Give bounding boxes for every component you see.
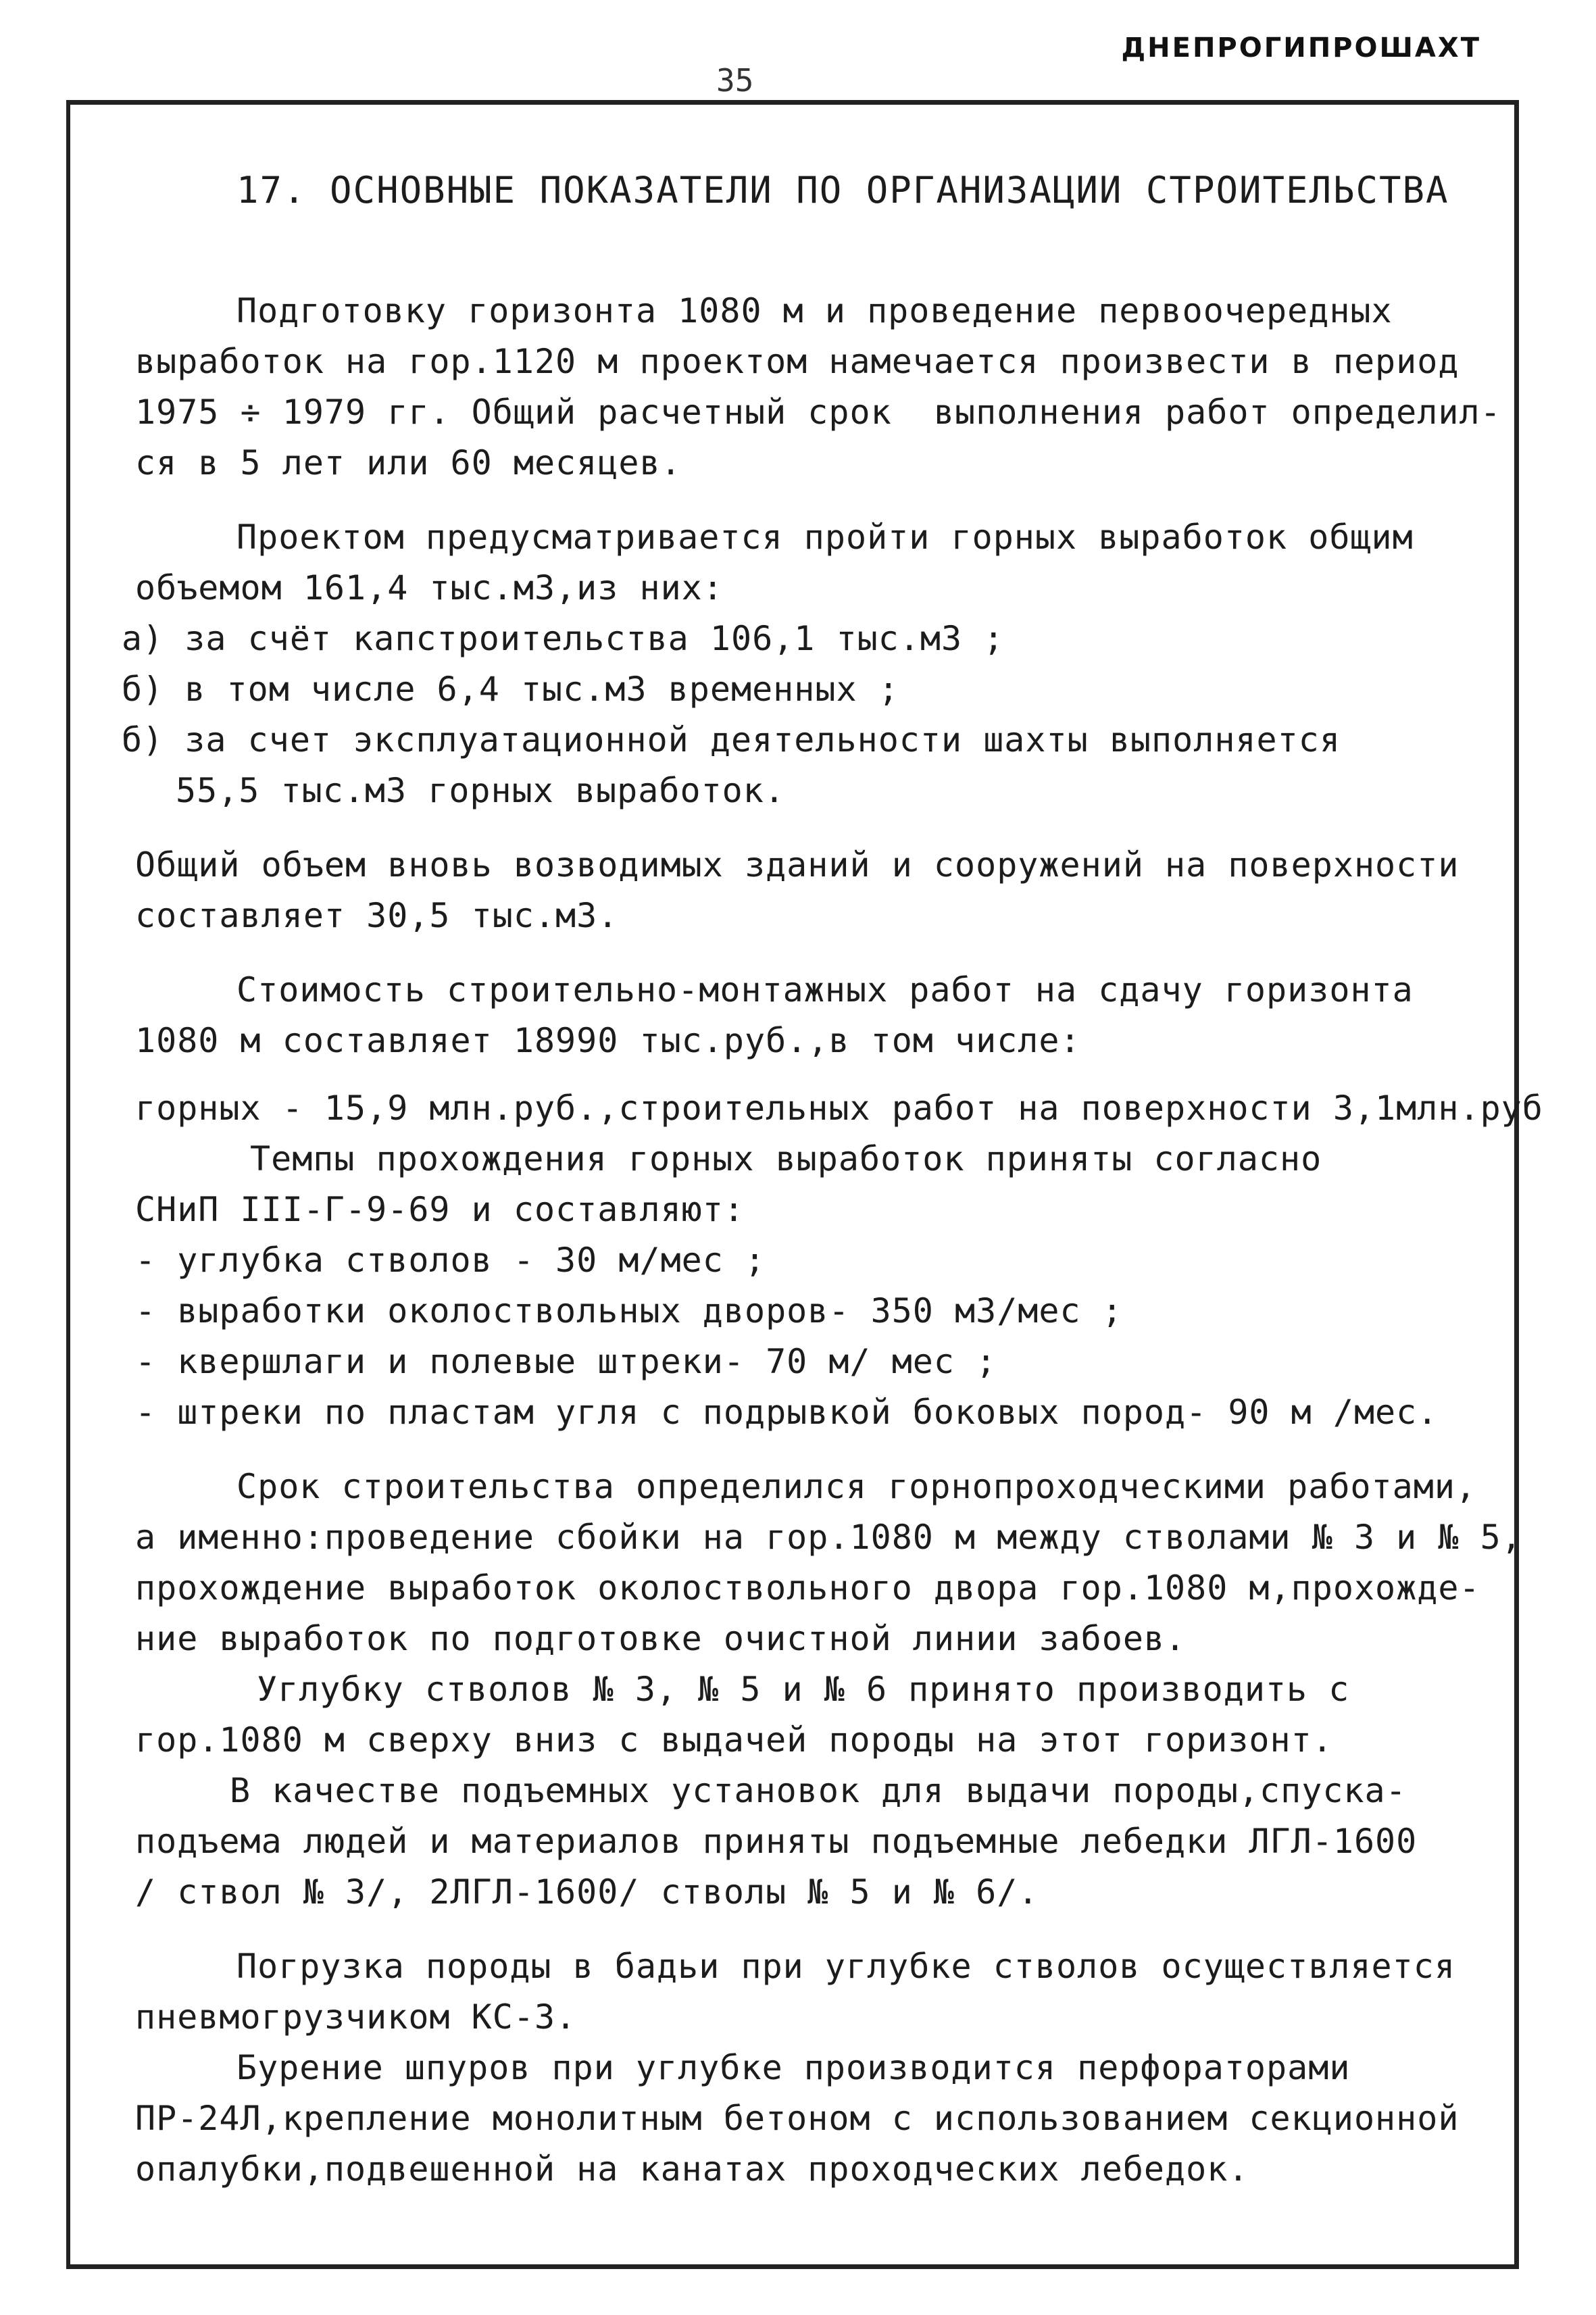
list-item: б) в том числе 6,4 тыс.м3 временных ; bbox=[122, 670, 899, 709]
text-line: выработок на гор.1120 м проектом намечается произвести в период bbox=[135, 342, 1460, 381]
header-organization: ДНЕПРОГИПРОШАХТ bbox=[1121, 32, 1481, 64]
text-line: пневмогрузчиком КС-3. bbox=[135, 1997, 577, 2037]
text-line: ПР-24Л,крепление монолитным бетоном с использованием секционной bbox=[135, 2099, 1460, 2138]
list-item: - выработки околоствольных дворов- 350 м3/мес ; bbox=[135, 1291, 1123, 1330]
text-line: Проектом предусматривается пройти горных выработок общим bbox=[236, 518, 1414, 557]
text-line: подъема людей и материалов приняты подъемные лебедки ЛГЛ-1600 bbox=[135, 1822, 1418, 1861]
text-line: Подготовку горизонта 1080 м и проведение первоочередных bbox=[236, 291, 1393, 330]
text-line: Срок строительства определился горнопроходческими работами, bbox=[236, 1467, 1477, 1506]
text-line: гор.1080 м сверху вниз с выдачей породы на этот горизонт. bbox=[135, 1720, 1333, 1760]
text-line: / ствол № 3/, 2ЛГЛ-1600/ стволы № 5 и № 6/. bbox=[135, 1872, 1039, 1912]
text-line: горных - 15,9 млн.руб.,строительных работ на поверхности 3,1млн.руб bbox=[135, 1089, 1543, 1128]
text-line: 1080 м составляет 18990 тыс.руб.,в том числе: bbox=[135, 1021, 1081, 1060]
text-line: опалубки,подвешенной на канатах проходческих лебедок. bbox=[135, 2149, 1249, 2189]
list-item: б) за счет эксплуатационной деятельности шахты выполняется bbox=[122, 720, 1341, 760]
list-item: - штреки по пластам угля с подрывкой боковых пород- 90 м /мес. bbox=[135, 1393, 1439, 1432]
text-line: В качестве подъемных установок для выдачи породы,спуска- bbox=[230, 1771, 1407, 1810]
text-line: Погрузка породы в бадьи при углубке стволов осуществляется bbox=[236, 1947, 1455, 1986]
text-line: Темпы прохождения горных выработок приняты согласно bbox=[250, 1139, 1322, 1178]
text-line: Общий объем вновь возводимых зданий и сооружений на поверхности bbox=[135, 845, 1460, 885]
text-line: объемом 161,4 тыс.м3,из них: bbox=[135, 568, 724, 607]
text-line: Бурение шпуров при углубке производится перфораторами bbox=[236, 2048, 1351, 2087]
text-line: Стоимость строительно-монтажных работ на сдачу горизонта bbox=[236, 970, 1414, 1010]
list-item: а) за счёт капстроительства 106,1 тыс.м3 ; bbox=[122, 619, 1005, 658]
text-line: составляет 30,5 тыс.м3. bbox=[135, 896, 619, 935]
list-item: - углубка стволов - 30 м/мес ; bbox=[135, 1241, 766, 1280]
text-line: ние выработок по подготовке очистной линии забоев. bbox=[135, 1619, 1187, 1658]
text-line: СНиП III-Г-9-69 и составляют: bbox=[135, 1190, 745, 1229]
page-number: 35 bbox=[716, 62, 754, 99]
text-line: а именно:проведение сбойки на гор.1080 м между стволами № 3 и № 5, bbox=[135, 1518, 1522, 1557]
text-line: ся в 5 лет или 60 месяцев. bbox=[135, 443, 682, 482]
section-title: 17. ОСНОВНЫЕ ПОКАЗАТЕЛИ ПО ОРГАНИЗАЦИИ СТРОИТЕЛЬСТВА bbox=[236, 169, 1449, 211]
list-item: 55,5 тыс.м3 горных выработок. bbox=[176, 771, 785, 810]
text-line: Углубку стволов № 3, № 5 и № 6 принято производить с bbox=[257, 1670, 1350, 1709]
list-item: - квершлаги и полевые штреки- 70 м/ мес ; bbox=[135, 1342, 997, 1381]
text-line: 1975 ÷ 1979 гг. Общий расчетный срок выполнения работ определил- bbox=[135, 393, 1501, 432]
text-line: прохождение выработок околоствольного двора гор.1080 м,прохожде- bbox=[135, 1568, 1480, 1608]
